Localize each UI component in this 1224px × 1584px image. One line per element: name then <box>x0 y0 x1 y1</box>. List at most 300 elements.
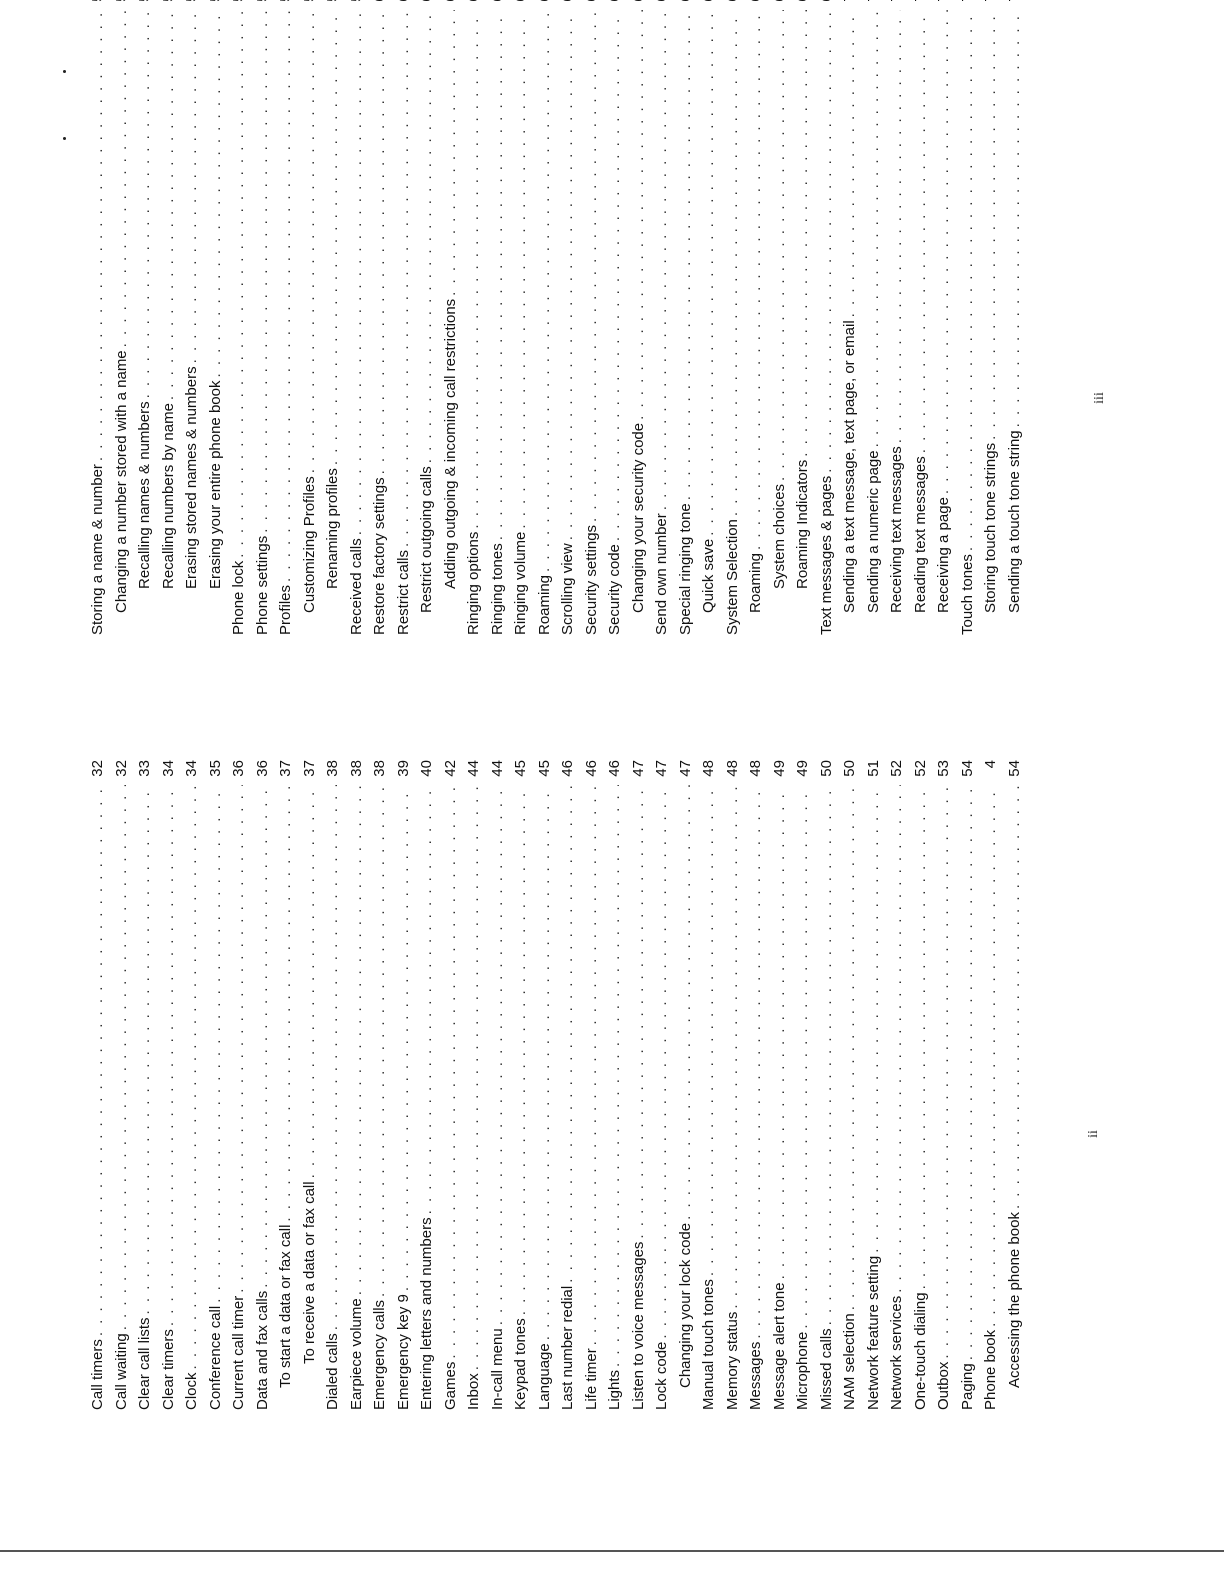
page-number-right: iii <box>1091 392 1107 404</box>
dot-leader <box>251 10 275 533</box>
toc-entry-page: 36 <box>230 760 247 777</box>
toc-entry-page <box>321 0 345 7</box>
dot-leader <box>204 10 228 378</box>
dot-leader <box>885 785 909 1293</box>
dot-leader <box>251 785 275 1288</box>
toc-entry <box>227 0 251 635</box>
toc-entry-page: 42 <box>441 760 459 777</box>
toc-entry-title: In-call menu <box>488 1328 506 1410</box>
scan-speck <box>63 137 66 140</box>
toc-entry-page <box>509 0 533 7</box>
toc-entry-page <box>768 0 792 7</box>
toc-entry <box>650 0 674 635</box>
dot-leader <box>791 785 815 1329</box>
toc-entry-page: 46 <box>606 760 623 777</box>
toc-entry-page <box>885 0 909 7</box>
toc-entry-title: Receiving text messages <box>888 446 905 613</box>
toc-entry-page: 47 <box>653 760 670 777</box>
toc-entry-title: Special ringing tone <box>676 503 694 635</box>
dot-leader <box>674 785 698 1220</box>
toc-entry-page <box>86 0 110 7</box>
toc-entry <box>627 760 651 1410</box>
dot-leader <box>674 10 698 500</box>
toc-entry-title: Last number redial <box>559 1285 576 1410</box>
toc-entry-page: 40 <box>418 760 435 777</box>
dot-leader <box>368 10 392 474</box>
toc-entry <box>533 760 557 1410</box>
toc-right-column <box>86 0 1026 635</box>
toc-entry-page <box>932 0 956 7</box>
toc-entry-title: Recalling names & numbers <box>136 401 153 589</box>
toc-entry <box>204 760 228 1410</box>
toc-entry-page <box>157 0 181 7</box>
toc-entry-title: Roaming <box>535 574 553 635</box>
page-number-left: ii <box>1085 1130 1101 1138</box>
toc-entry-title: Paging <box>958 1363 976 1410</box>
toc-entry <box>556 760 580 1410</box>
toc-entry <box>439 760 463 1410</box>
toc-entry-title: Erasing stored names & numbers <box>183 366 200 589</box>
toc-entry-page <box>862 0 886 7</box>
toc-entry <box>697 760 721 1410</box>
toc-entry-title: Conference call <box>206 1305 224 1410</box>
toc-entry <box>815 0 839 635</box>
toc-entry <box>86 0 110 635</box>
toc-entry <box>509 760 533 1410</box>
toc-entry <box>368 760 392 1410</box>
dot-leader <box>321 10 345 465</box>
toc-entry <box>533 0 557 635</box>
dot-leader <box>86 785 110 1336</box>
dot-leader <box>345 10 369 535</box>
toc-entry-title: Memory status <box>723 1311 741 1410</box>
toc-entry-page <box>603 0 627 7</box>
toc-entry-title: Life timer <box>582 1348 600 1410</box>
toc-entry <box>627 0 651 635</box>
toc-entry <box>180 760 204 1410</box>
toc-entry-page <box>580 0 604 7</box>
dot-leader <box>768 785 792 1279</box>
toc-entry <box>580 760 604 1410</box>
toc-entry <box>979 760 1003 1410</box>
toc-entry-title: Clear timers <box>159 1329 177 1410</box>
toc-entry-title: Security code <box>606 544 623 635</box>
toc-entry-page: 52 <box>888 760 905 777</box>
toc-entry-page <box>298 0 322 7</box>
toc-entry-title: Restore factory settings <box>371 477 388 635</box>
toc-entry-page: 54 <box>1005 760 1023 777</box>
toc-entry <box>768 760 792 1410</box>
toc-entry-page: 50 <box>841 760 858 777</box>
toc-entry-page: 32 <box>89 760 106 777</box>
dot-leader <box>838 785 862 1310</box>
toc-entry <box>1003 760 1027 1410</box>
dot-leader <box>227 10 251 558</box>
toc-entry-page: 37 <box>300 760 318 777</box>
toc-entry-page <box>392 0 416 7</box>
toc-entry <box>956 0 980 635</box>
toc-entry-title: Games <box>441 1361 459 1410</box>
dot-leader <box>791 10 815 457</box>
toc-entry <box>462 0 486 635</box>
toc-entry <box>251 0 275 635</box>
toc-entry-page: 53 <box>935 760 952 777</box>
toc-entry <box>862 0 886 635</box>
toc-entry <box>721 760 745 1410</box>
toc-entry-page: 48 <box>723 760 741 777</box>
dot-leader <box>86 10 110 461</box>
toc-entry-title: Network services <box>888 1295 905 1410</box>
dot-leader <box>838 10 862 317</box>
toc-entry-page <box>180 0 204 7</box>
toc-entry-page <box>345 0 369 7</box>
toc-entry-title: Message alert tone <box>770 1282 788 1410</box>
toc-entry <box>133 760 157 1410</box>
toc-entry-page: 47 <box>676 760 694 777</box>
toc-entry-title: Roaming Indicators <box>794 459 811 589</box>
toc-entry-page: 38 <box>324 760 341 777</box>
toc-entry-title: Entering letters and numbers <box>418 1217 435 1410</box>
dot-leader <box>580 785 604 1345</box>
toc-entry-title: To start a data or fax call <box>277 1224 294 1388</box>
toc-entry-page: 46 <box>582 760 600 777</box>
dot-leader <box>862 10 886 447</box>
toc-entry-title: Sending a touch tone string <box>1005 430 1023 613</box>
toc-entry <box>862 760 886 1410</box>
toc-entry <box>486 0 510 635</box>
toc-entry <box>744 0 768 635</box>
dot-leader <box>321 785 345 1330</box>
dot-leader <box>885 10 909 443</box>
toc-entry <box>509 0 533 635</box>
dot-leader <box>204 785 228 1303</box>
toc-entry <box>298 0 322 635</box>
toc-entry-title: Call timers <box>89 1339 106 1410</box>
toc-entry <box>721 0 745 635</box>
toc-entry <box>909 0 933 635</box>
dot-leader <box>110 785 134 1330</box>
toc-entry-title: Scrolling view <box>559 543 576 635</box>
toc-entry-page: 46 <box>559 760 576 777</box>
toc-entry <box>204 0 228 635</box>
dot-leader <box>533 785 557 1340</box>
toc-entry-page <box>462 0 486 7</box>
toc-left-column <box>86 760 1026 1410</box>
dot-leader <box>744 10 768 550</box>
toc-entry <box>110 760 134 1410</box>
toc-entry-title: Language <box>535 1343 553 1410</box>
toc-entry-title: Inbox <box>465 1373 482 1410</box>
toc-entry-title: Emergency calls <box>371 1299 388 1410</box>
toc-entry-title: Phone lock <box>230 560 247 635</box>
toc-entry-title: Ringing options <box>465 531 482 635</box>
toc-entry-title: Sending a numeric page <box>864 450 882 613</box>
toc-entry-title: One-touch dialing <box>911 1292 929 1410</box>
toc-entry-page: 37 <box>277 760 294 777</box>
toc-entry-title: Adding outgoing & incoming call restrictions <box>441 298 459 589</box>
toc-entry-page <box>251 0 275 7</box>
dot-leader <box>392 785 416 1291</box>
toc-entry <box>368 0 392 635</box>
toc-entry-title: Text messages & pages <box>817 475 835 635</box>
dot-leader <box>556 10 580 540</box>
dot-leader <box>627 10 651 420</box>
toc-entry-page <box>650 0 674 7</box>
toc-entry-page: 34 <box>159 760 177 777</box>
toc-entry <box>603 760 627 1410</box>
toc-entry-page: 54 <box>958 760 976 777</box>
toc-entry-title: Keypad tones <box>512 1318 529 1410</box>
toc-entry <box>251 760 275 1410</box>
toc-entry-page: 38 <box>371 760 388 777</box>
dot-leader <box>133 10 157 398</box>
toc-entry-title: Emergency key 9 <box>394 1294 412 1410</box>
toc-entry <box>157 760 181 1410</box>
toc-entry <box>86 760 110 1410</box>
dot-leader <box>298 785 322 1178</box>
toc-entry-title: Outbox <box>935 1361 952 1410</box>
toc-entry-title: Current call timer <box>230 1295 247 1410</box>
dot-leader <box>157 785 181 1326</box>
dot-leader <box>392 10 416 547</box>
toc-entry-page: 32 <box>112 760 130 777</box>
toc-entry-page <box>133 0 157 7</box>
toc-entry-title: Customizing Profiles <box>300 476 318 613</box>
toc-entry <box>932 0 956 635</box>
dot-leader <box>932 10 956 494</box>
dot-leader <box>509 785 533 1315</box>
toc-entry-title: Manual touch tones <box>700 1279 717 1410</box>
toc-entry <box>580 0 604 635</box>
toc-entry-title: Touch tones <box>958 554 976 635</box>
toc-entry <box>744 760 768 1410</box>
dot-leader <box>298 10 322 473</box>
dot-leader <box>368 785 392 1297</box>
toc-entry-page <box>110 0 134 7</box>
toc-entry <box>439 0 463 635</box>
dot-leader <box>1003 10 1027 427</box>
toc-entry <box>885 0 909 635</box>
toc-entry-title: System choices <box>770 483 788 589</box>
toc-entry <box>321 0 345 635</box>
toc-entry-page <box>415 0 439 7</box>
toc-entry-title: Recalling numbers by name <box>159 403 177 589</box>
dot-leader <box>274 785 298 1222</box>
toc-entry-title: Accessing the phone book <box>1005 1212 1023 1388</box>
toc-entry <box>274 0 298 635</box>
toc-entry-title: Lights <box>606 1369 623 1410</box>
dot-leader <box>462 10 486 529</box>
toc-entry-title: Phone settings <box>253 535 271 635</box>
dot-leader <box>862 785 886 1253</box>
dot-leader <box>815 10 839 473</box>
dot-leader <box>1003 785 1027 1209</box>
toc-entry-page <box>274 0 298 7</box>
toc-entry-page <box>1003 0 1027 7</box>
toc-entry-title: Listen to voice messages <box>629 1241 647 1410</box>
toc-entry-page <box>368 0 392 7</box>
toc-entry-title: To receive a data or fax call <box>300 1181 318 1364</box>
dot-leader <box>133 785 157 1314</box>
dot-leader <box>509 10 533 529</box>
dot-leader <box>721 10 745 516</box>
dot-leader <box>415 785 439 1214</box>
dot-leader <box>956 10 980 551</box>
toc-entry <box>1003 0 1027 635</box>
toc-entry <box>345 760 369 1410</box>
toc-entry <box>345 0 369 635</box>
toc-entry-title: Security settings <box>582 524 600 635</box>
toc-entry <box>838 0 862 635</box>
toc-entry-page: 4 <box>982 760 999 769</box>
toc-entry-page: 49 <box>794 760 811 777</box>
dot-leader <box>462 785 486 1370</box>
toc-entry-title: Quick save <box>700 538 717 613</box>
toc-entry-title: Reading text messages <box>911 456 929 613</box>
toc-entry <box>791 760 815 1410</box>
toc-entry-page <box>909 0 933 7</box>
toc-entry-title: Restrict outgoing calls <box>418 466 435 613</box>
toc-entry-page: 51 <box>864 760 882 777</box>
dot-leader <box>439 785 463 1359</box>
toc-entry <box>815 760 839 1410</box>
toc-entry <box>157 0 181 635</box>
toc-entry-title: Changing your security code <box>629 422 647 613</box>
toc-entry <box>674 760 698 1410</box>
toc-entry-page: 45 <box>512 760 529 777</box>
toc-entry-title: Profiles <box>277 584 294 635</box>
toc-entry-page: 50 <box>817 760 835 777</box>
toc-entry-page: 33 <box>136 760 153 777</box>
toc-entry-title: Microphone <box>794 1331 811 1410</box>
toc-entry-title: Restrict calls <box>394 549 412 635</box>
toc-entry <box>603 0 627 635</box>
dot-leader <box>744 785 768 1339</box>
toc-entry <box>791 0 815 635</box>
toc-entry-title: Erasing your entire phone book <box>206 380 224 589</box>
dot-leader <box>486 785 510 1325</box>
toc-entry-page <box>838 0 862 7</box>
dot-leader <box>603 10 627 541</box>
toc-entry <box>486 760 510 1410</box>
dot-leader <box>580 10 604 522</box>
toc-entry-page <box>556 0 580 7</box>
dot-leader <box>932 785 956 1359</box>
toc-entry-page: 49 <box>770 760 788 777</box>
toc-entry <box>133 0 157 635</box>
toc-entry-title: Lock code <box>653 1341 670 1410</box>
toc-entry <box>838 760 862 1410</box>
toc-entry-page: 39 <box>394 760 412 777</box>
toc-entry-title: Storing touch tone strings <box>982 442 999 613</box>
dot-leader <box>180 785 204 1369</box>
dot-leader <box>697 785 721 1276</box>
dot-leader <box>909 10 933 453</box>
dot-leader <box>110 10 134 347</box>
dot-leader <box>956 785 980 1360</box>
toc-entry-page <box>533 0 557 7</box>
dot-leader <box>909 785 933 1289</box>
toc-entry-page <box>627 0 651 7</box>
toc-entry-title: Phone book <box>982 1329 999 1410</box>
dot-leader <box>979 10 1003 440</box>
dot-leader <box>533 10 557 572</box>
toc-entry <box>180 0 204 635</box>
toc-entry-page <box>674 0 698 7</box>
toc-entry <box>932 760 956 1410</box>
toc-entry-page: 34 <box>183 760 200 777</box>
toc-entry-title: Roaming <box>747 552 764 613</box>
toc-entry-page <box>227 0 251 7</box>
toc-entry-title: Sending a text message, text page, or email <box>841 320 858 613</box>
dot-leader <box>815 785 839 1325</box>
toc-entry-title: Network feature setting <box>864 1255 882 1410</box>
toc-entry <box>415 760 439 1410</box>
toc-entry-page <box>439 0 463 7</box>
toc-entry-title: Renaming profiles <box>324 468 341 589</box>
toc-entry-page <box>979 0 1003 7</box>
toc-entry <box>298 760 322 1410</box>
dot-leader <box>697 10 721 536</box>
toc-entry <box>768 0 792 635</box>
toc-entry-title: Received calls <box>347 538 365 635</box>
toc-entry <box>321 760 345 1410</box>
toc-entry-title: Changing a number stored with a name <box>112 350 130 613</box>
bottom-rule <box>0 1550 1224 1552</box>
toc-entry-title: Send own number <box>653 513 670 635</box>
toc-entry-title: Missed calls <box>817 1328 835 1410</box>
toc-entry-page <box>721 0 745 7</box>
toc-entry <box>885 760 909 1410</box>
dot-leader <box>486 10 510 540</box>
toc-entry-page <box>204 0 228 7</box>
toc-entry <box>110 0 134 635</box>
dot-leader <box>721 785 745 1309</box>
scan-speck <box>63 70 66 73</box>
toc-entry <box>392 760 416 1410</box>
toc-entry-title: Ringing tones <box>488 543 506 635</box>
toc-entry-page: 44 <box>465 760 482 777</box>
toc-entry-title: Earpiece volume <box>347 1298 365 1410</box>
toc-entry-page <box>791 0 815 7</box>
toc-entry <box>697 0 721 635</box>
toc-entry-page: 48 <box>700 760 717 777</box>
toc-entry-page: 45 <box>535 760 553 777</box>
dot-leader <box>556 785 580 1283</box>
toc-entry-page: 38 <box>347 760 365 777</box>
toc-entry-title: Messages <box>747 1341 764 1410</box>
dot-leader <box>415 10 439 463</box>
dot-leader <box>274 10 298 582</box>
dot-leader <box>627 785 651 1239</box>
toc-entry-title: System Selection <box>723 519 741 635</box>
dot-leader <box>650 785 674 1339</box>
toc-entry-title: Receiving a page <box>935 497 952 613</box>
toc-entry <box>956 760 980 1410</box>
toc-entry-title: Changing your lock code <box>676 1222 694 1388</box>
toc-entry <box>909 760 933 1410</box>
toc-entry-title: NAM selection <box>841 1313 858 1410</box>
toc-entry-title: Dialed calls <box>324 1333 341 1410</box>
dot-leader <box>157 10 181 400</box>
dot-leader <box>345 785 369 1295</box>
toc-entry-page <box>815 0 839 7</box>
dot-leader <box>439 10 463 296</box>
toc-entry-page <box>486 0 510 7</box>
dot-leader <box>603 785 627 1367</box>
dot-leader <box>650 10 674 510</box>
dot-leader <box>180 10 204 363</box>
